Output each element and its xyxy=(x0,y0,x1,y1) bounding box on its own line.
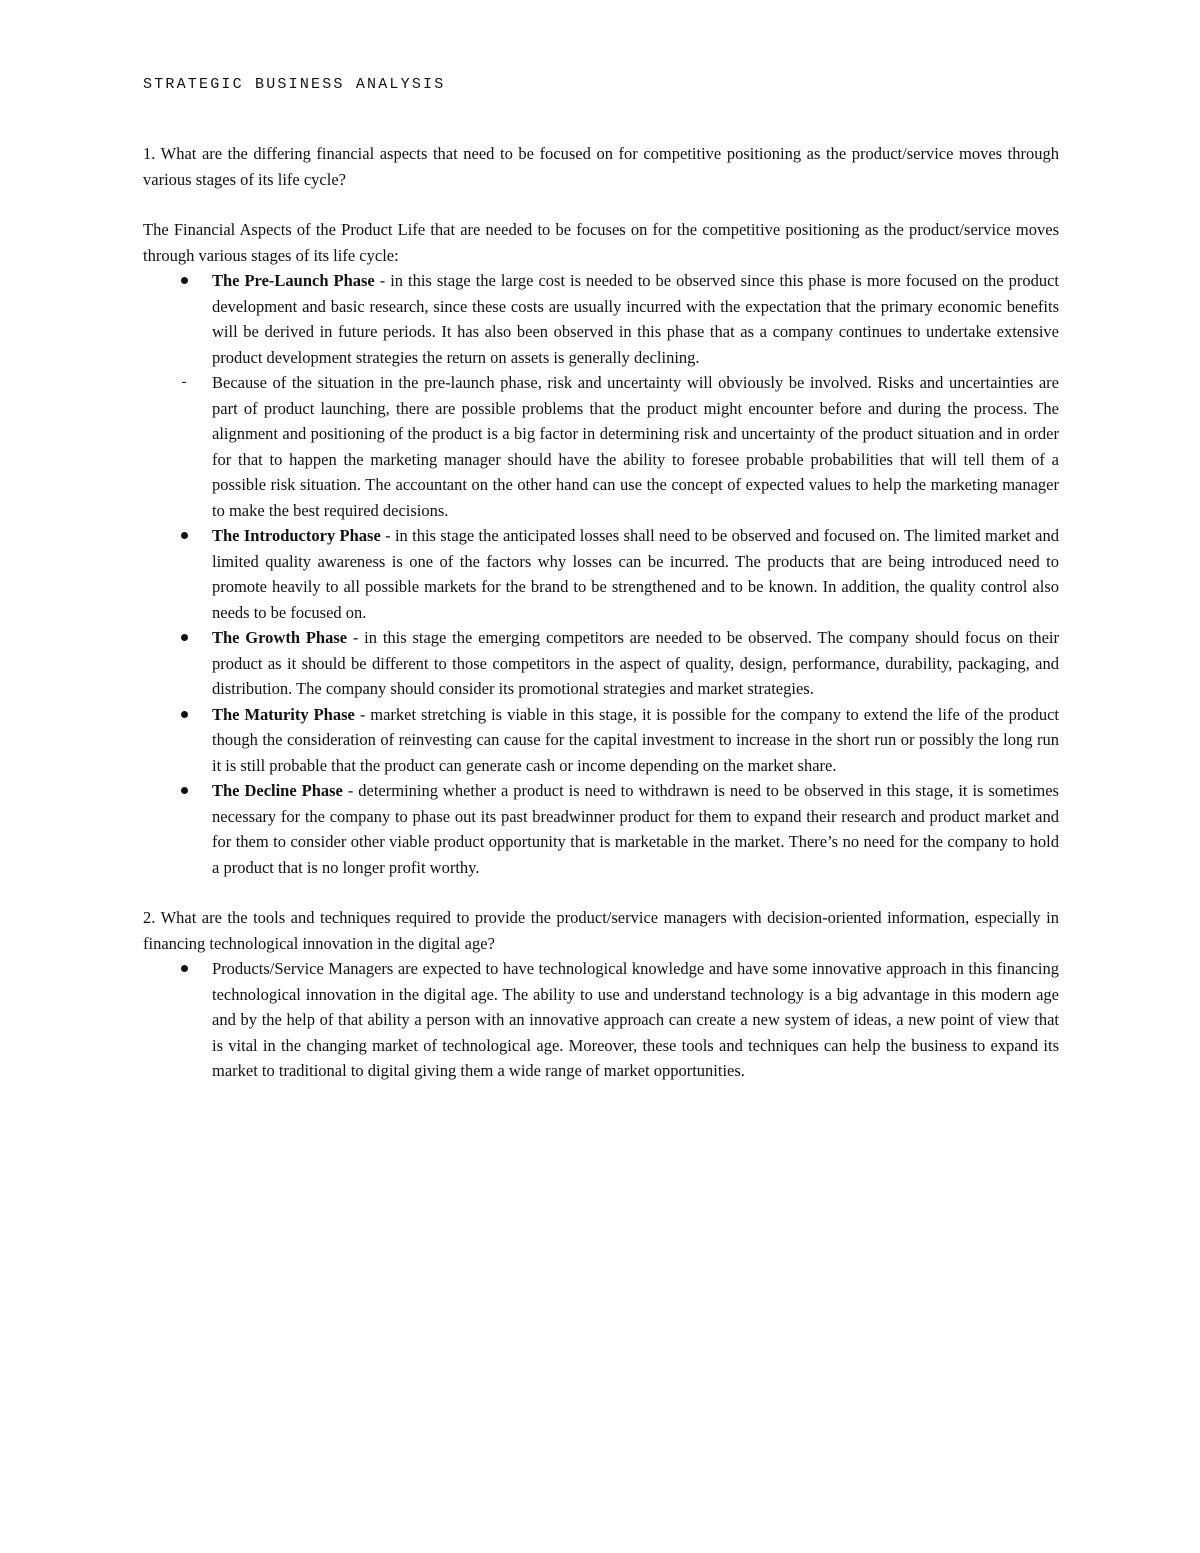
phase-term: The Maturity Phase xyxy=(212,704,355,724)
list-item-introductory xyxy=(143,523,1059,625)
phase-description: Because of the situation in the pre-launch phase, risk and uncertainty will obviously be involved. Risks and uncertainties are part of product launching, there are possible problems that the product might encounter before and during the process. The alignment and positioning of the product is a big factor in determining risk and uncertainty of the product situation and in order for that to happen the marketing manager should have the ability to foresee probable probabilities that will tell them of a possible risk situation. The accountant on the other hand can use the concept of expected values to help the marketing manager to make the best required decisions. xyxy=(212,373,1059,520)
tools-list xyxy=(143,956,1059,1084)
question-2: 2. What are the tools and techniques required to provide the product/service managers with decision-oriented information, especially in financing technological innovation in the digital age? xyxy=(143,908,1059,953)
question-1-intro: The Financial Aspects of the Product Life that are needed to be focuses on for the competitive positioning as the product/service moves through various stages of its life cycle: xyxy=(143,220,1059,265)
list-item-growth xyxy=(143,625,1059,702)
bullet-icon xyxy=(178,778,190,804)
bullet-icon xyxy=(178,268,190,294)
tools-description: Products/Service Managers are expected to have technological knowledge and have some innovative approach in this financing technological innovation in the digital age. The ability to use and understand technology is a big advantage in this modern age and by the help of that ability a person with an innovative approach can create a new system of ideas, a new point of view that is vital in the changing market of technological age. Moreover, these tools and techniques can help the business to expand its market to traditional to digital giving them a wide range of market opportunities. xyxy=(212,959,1059,1080)
phase-term: The Decline Phase xyxy=(212,781,343,800)
document-title: STRATEGIC BUSINESS ANALYSIS xyxy=(143,76,446,93)
list-item-risk-note xyxy=(143,370,1059,523)
phase-description: - in this stage the emerging competitors are needed to be observed. The company should focus on their product as it should be different to those competitors in the aspect of quality, design, performance, durability, packaging, and distribution. The company should consider its promotional strategies and market strategies. xyxy=(212,628,1060,698)
phase-description: - in this stage the large cost is needed to be observed since this phase is more focused on the product development and basic research, since these costs are usually incurred with the expectation that the primary economic benefits will be derived in future periods. It has also been observed in this phase that as a company continues to undertake extensive product development strategies the return on assets is generally declining. xyxy=(212,271,1059,367)
section-spacer xyxy=(143,880,1059,905)
bullet-icon xyxy=(178,523,190,549)
phase-description: - determining whether a product is need to withdrawn is need to be observed in this stage, it is sometimes necessary for the company to phase out its past breadwinner product for them to expand their research and product market and for them to consider other viable product opportunity that is marketable in the market. There’s no need for the company to hold a product that is no longer profit worthy. xyxy=(212,781,1059,877)
question-1: 1. What are the differing financial aspects that need to be focused on for competitive positioning as the product/service moves through various stages of its life cycle? xyxy=(143,144,1059,189)
phase-term: The Pre-Launch Phase xyxy=(212,271,375,290)
list-item-decline xyxy=(143,778,1059,880)
phase-list xyxy=(143,268,1059,880)
list-item-maturity xyxy=(143,702,1059,779)
list-item-tools xyxy=(143,956,1059,1084)
list-item-pre-launch xyxy=(143,268,1059,370)
bullet-icon xyxy=(178,956,190,982)
phase-term: The Introductory Phase xyxy=(212,526,381,545)
document-page xyxy=(143,72,1059,1084)
phase-description: - in this stage the anticipated losses shall need to be observed and focused on. The limited market and limited quality awareness is one of the factors why losses can be incurred. The products that are being introduced need to promote heavily to all possible markets for the brand to be strengthened and to be known. In addition, the quality control also needs to be focused on. xyxy=(212,526,1059,622)
phase-description: - market stretching is viable in this stage, it is possible for the company to extend the life of the product though the consideration of reinvesting can cause for the capital investment to increase in the short run or possibly the long run it is still probable that the product can generate cash or income depending on the market share. xyxy=(212,704,1059,775)
dash-icon: - xyxy=(181,374,187,390)
bullet-icon xyxy=(178,702,190,728)
bullet-icon xyxy=(178,625,190,651)
phase-term: The Growth Phase xyxy=(212,628,348,647)
